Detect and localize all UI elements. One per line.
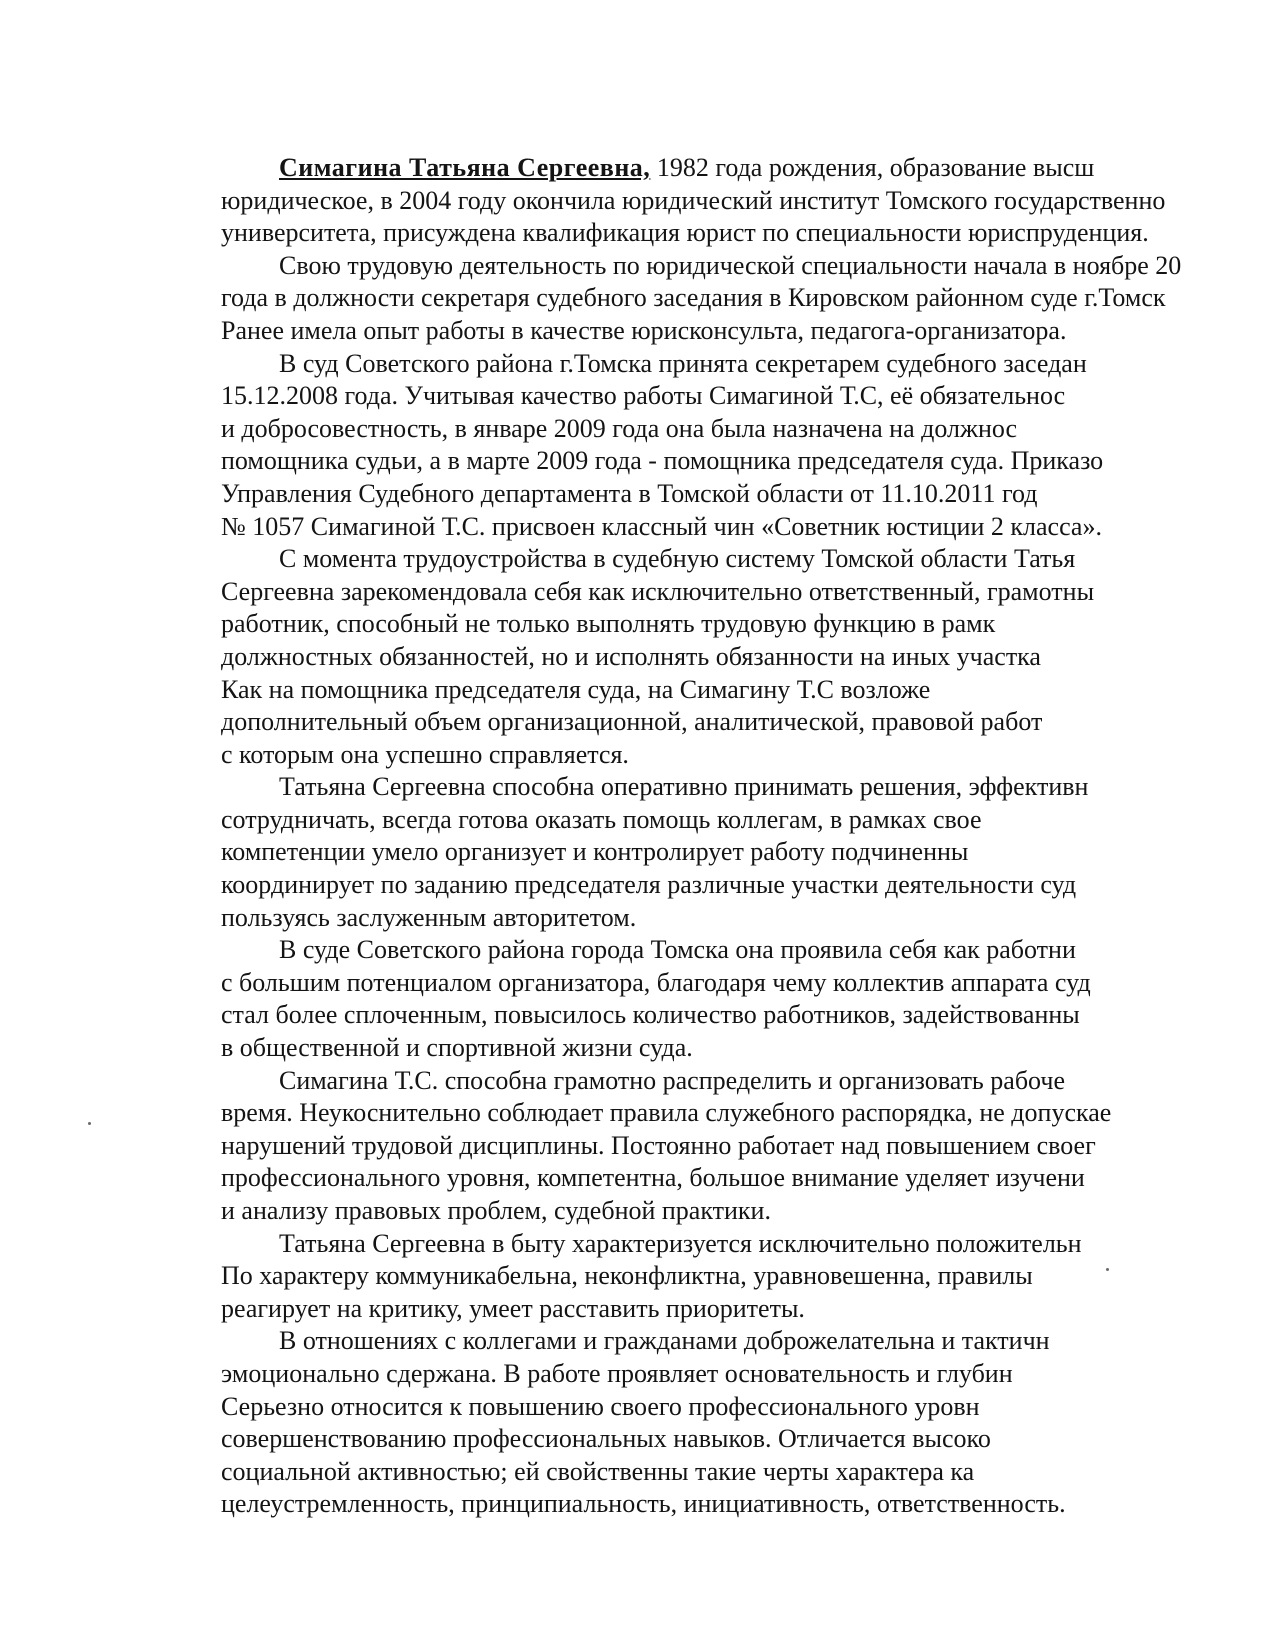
text-line: сотрудничать, всегда готова оказать помощь коллегам, в рамках свое <box>221 804 982 834</box>
text-line: Татьяна Сергеевна способна оперативно принимать решения, эффективн <box>279 772 1089 802</box>
text-line: Управления Судебного департамента в Томской области от 11.10.2011 год <box>221 478 1038 508</box>
text-line: эмоционально сдержана. В работе проявляет основательность и глубин <box>221 1358 1013 1388</box>
text-line: Ранее имела опыт работы в качестве юрисконсульта, педагога-организатора. <box>221 315 1067 345</box>
text-line: профессионального уровня, компетентна, большое внимание уделяет изучени <box>221 1163 1085 1193</box>
text-line: и добросовестность, в январе 2009 года она была назначена на должнос <box>221 413 1018 443</box>
paragraph-9 <box>221 1325 1275 1521</box>
text-line: пользуясь заслуженным авторитетом. <box>221 902 637 932</box>
paragraph-7 <box>221 1065 1275 1228</box>
text-line: целеустремленность, принципиальность, инициативность, ответственность. <box>221 1489 1066 1519</box>
text-line: с которым она успешно справляется. <box>221 739 629 769</box>
paragraph-2 <box>221 250 1275 348</box>
paragraph-3 <box>221 348 1275 544</box>
text-line: Серьезно относится к повышению своего профессионального уровн <box>221 1391 980 1421</box>
text-line-rest: 1982 года рождения, образование высш <box>650 153 1095 182</box>
text-line: с большим потенциалом организатора, благодаря чему коллектив аппарата суд <box>221 967 1091 997</box>
text-line: компетенции умело организует и контролирует работу подчиненны <box>221 837 969 867</box>
text-line: в общественной и спортивной жизни суда. <box>221 1033 693 1063</box>
document-body <box>221 152 1275 1521</box>
text-line: время. Неукоснительно соблюдает правила служебного распорядка, не допускае <box>221 1098 1112 1128</box>
paragraph-1 <box>221 152 1275 250</box>
text-line: В отношениях с коллегами и гражданами доброжелательна и тактичн <box>279 1326 1050 1356</box>
text-line: С момента трудоустройства в судебную систему Томской области Татья <box>279 544 1076 574</box>
text-line: Татьяна Сергеевна в быту характеризуется исключительно положительн <box>279 1228 1082 1258</box>
text-line: Симагина Т.С. способна грамотно распределить и организовать рабоче <box>279 1065 1066 1095</box>
scan-speck <box>88 1122 91 1125</box>
text-line: 15.12.2008 года. Учитывая качество работы Симагиной Т.С, её обязательнос <box>221 381 1066 411</box>
text-line: совершенствованию профессиональных навыков. Отличается высоко <box>221 1424 991 1454</box>
text-line: года в должности секретаря судебного заседания в Кировском районном суде г.Томск <box>221 283 1166 313</box>
text-line: университета, присуждена квалификация юрист по специальности юриспруденция. <box>221 218 1149 248</box>
text-line: дополнительный объем организационной, аналитической, правовой работ <box>221 707 1043 737</box>
text-line: Свою трудовую деятельность по юридической специальности начала в ноябре 20 <box>279 250 1182 280</box>
paragraph-6 <box>221 934 1275 1064</box>
text-line: социальной активностью; ей свойственны такие черты характера ка <box>221 1456 975 1486</box>
text-line <box>221 152 1275 185</box>
text-line: и анализу правовых проблем, судебной практики. <box>221 1196 771 1225</box>
text-line: № 1057 Симагиной Т.С. присвоен классный чин «Советник юстиции 2 класса». <box>221 511 1102 541</box>
text-line: помощника судьи, а в марте 2009 года - помощника председателя суда. Приказо <box>221 446 1104 476</box>
text-line: стал более сплоченным, повысилось количество работников, задействованны <box>221 1000 1080 1030</box>
text-line: Сергеевна зарекомендовала себя как исключительно ответственный, грамотны <box>221 576 1095 606</box>
text-line: координирует по заданию председателя различные участки деятельности суд <box>221 870 1077 900</box>
text-line: По характеру коммуникабельна, неконфликтна, уравновешенна, правилы <box>221 1261 1033 1291</box>
person-name: Симагина Татьяна Сергеевна, <box>279 153 651 182</box>
text-line: реагирует на критику, умеет расставить приоритеты. <box>221 1293 805 1323</box>
text-line: В суд Советского района г.Томска принята секретарем судебного заседан <box>279 348 1087 378</box>
text-line: юридическое, в 2004 году окончила юридический институт Томского государственно <box>221 185 1166 215</box>
text-line: должностных обязанностей, но и исполнять обязанности на иных участка <box>221 641 1041 671</box>
paragraph-8 <box>221 1228 1275 1326</box>
text-line: работник, способный не только выполнять трудовую функцию в рамк <box>221 609 996 639</box>
text-line: Как на помощника председателя суда, на Симагину Т.С возложе <box>221 674 931 704</box>
paragraph-4 <box>221 543 1275 771</box>
paragraph-5 <box>221 771 1275 934</box>
text-line: нарушений трудовой дисциплины. Постоянно работает над повышением своег <box>221 1130 1096 1160</box>
text-line: В суде Советского района города Томска она проявила себя как работни <box>279 935 1076 965</box>
